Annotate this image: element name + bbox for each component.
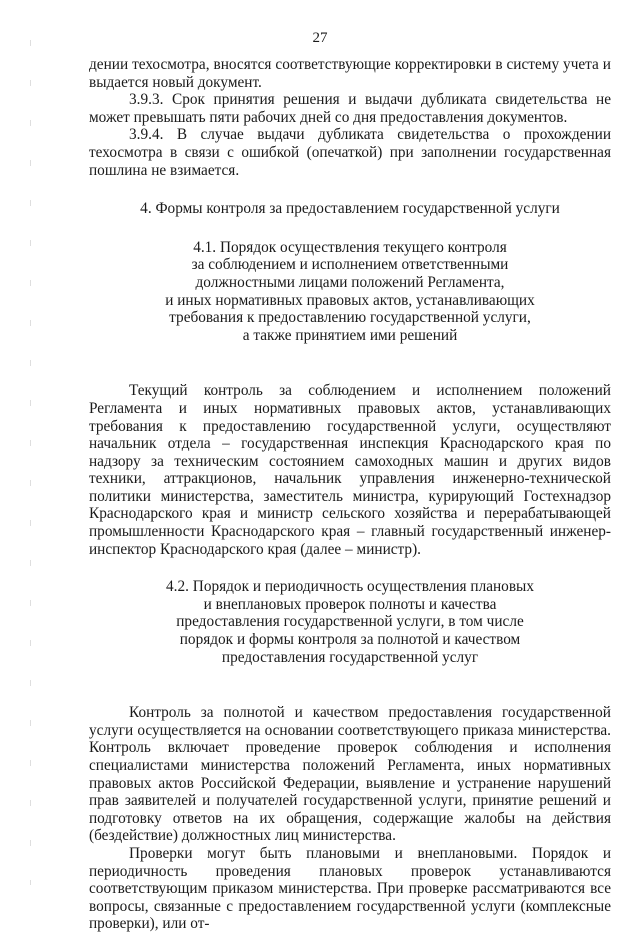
subsection-4-2-title-line: предоставления государственной услуг <box>221 648 479 666</box>
subsection-4-2-title-line: 4.2. Порядок и периодичность осуществления плановых <box>166 578 534 596</box>
subsection-4-2-body-1: Контроль за полнотой и качеством предоставления государственной услуги осуществляется на основании соответствующего приказа министерства. Контроль включает проведение проверок соблюдения и исполнения специалистами министерства положений Регламента, иных нормативных правовых актов Российской Федерации, выявление и устранение нарушений прав заявителей и получателей государственной услуги, принятие решений и подготовку ответов на их обращения, содержащие жалобы на действия (бездействие) должностных лиц министерства. <box>89 704 611 845</box>
subsection-4-2-body-2: Проверки могут быть плановыми и внеплановыми. Порядок и периодичность проведения плановых проверок устанавливаются соответствующим приказом министерства. При проверке рассматриваются все вопросы, связанные с предоставлением государственной услуги (комплексные проверки), или от- <box>89 844 611 933</box>
subsection-4-1-title-line: требования к предоставлению государственной услуги, <box>169 309 531 327</box>
paragraph-continuation: дении техосмотра, вносятся соответствующие корректировки в систему учета и выдается новый документ. <box>89 56 611 91</box>
subsection-4-2-title-line: и внеплановых проверок полноты и качества <box>203 595 497 613</box>
subsection-4-1-title-line: а также принятием ими решений <box>242 326 458 344</box>
subsection-4-2-title <box>89 578 611 666</box>
scan-edge-mark <box>30 40 31 885</box>
page-number: 27 <box>312 30 328 46</box>
section-4-title: 4. Формы контроля за предоставлением государственной услуги <box>140 200 560 218</box>
subsection-4-1-title-line: должностными лицами положений Регламента, <box>195 273 505 291</box>
paragraph-3-9-3: 3.9.3. Срок принятия решения и выдачи дубликата свидетельства не может превышать пяти рабочих дней со дня предоставления документов. <box>89 91 611 126</box>
subsection-4-1-body: Текущий контроль за соблюдением и исполнением положений Регламента и иных нормативных правовых актов, устанавливающих требования к предоставлению государственной услуги, осуществляют начальник отдела – государственная инспекция Краснодарского края по надзору за техническим состоянием самоходных машин и других видов техники, аттракционов, начальник управления инженерно-технической политики министерства, заместитель министра, курирующий Гостехнадзор Краснодарского края и министр сельского хозяйства и перерабатывающей промышленности Краснодарского края – главный государственный инженер-инспектор Краснодарского края (далее – министр). <box>89 382 611 558</box>
subsection-4-1-title-line: за соблюдением и исполнением ответственными <box>191 256 509 274</box>
subsection-4-2-title-line: предоставления государственной услуги, в том числе <box>176 613 524 631</box>
subsection-4-1-title-line: и иных нормативных правовых актов, устанавливающих <box>165 291 535 309</box>
document-body <box>89 56 611 933</box>
subsection-4-1-title-line: 4.1. Порядок осуществления текущего контроля <box>193 238 507 256</box>
subsection-4-2-title-line: порядок и формы контроля за полнотой и качеством <box>179 631 521 649</box>
subsection-4-1-title <box>89 239 611 345</box>
paragraph-3-9-4: 3.9.4. В случае выдачи дубликата свидетельства о прохождении техосмотра в связи с ошибкой (опечаткой) при заполнении государственная пошлина не взимается. <box>89 126 611 179</box>
